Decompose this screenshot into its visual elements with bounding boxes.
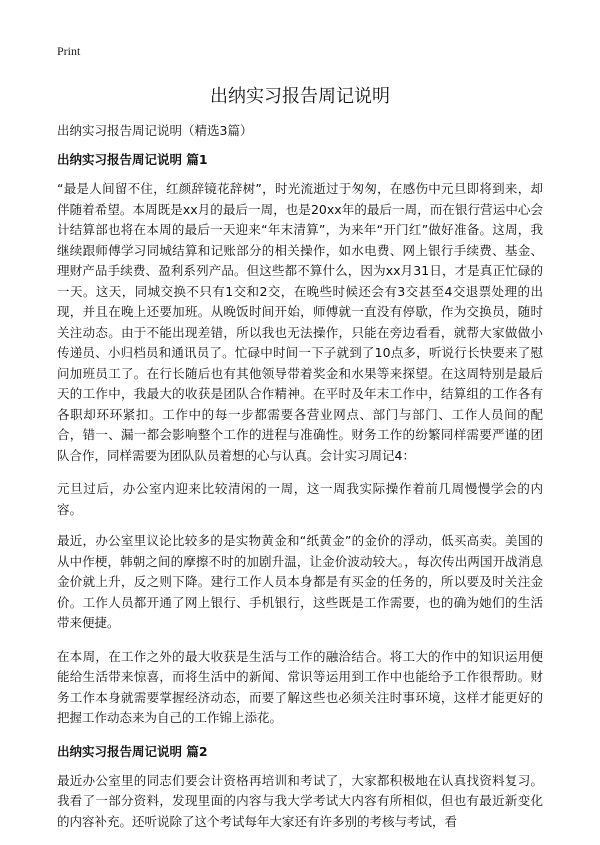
paragraph: 在本周，在工作之外的最大收获是生活与工作的融洽结合。将工大的作中的知识运用便能给生活带来惊喜，而将生活中的新闻、常识等运用到工作中也能给予工作很帮助。财务工作本身就需要掌握经济动态，而要了解这些也必须关注时事环境，这样才能更好的把握工作动态来为自己的工作锦上添花。 [57,648,543,725]
print-link[interactable]: Print [57,44,81,58]
paragraph: 最近办公室里的同志们要会计资格再培训和考试了，大家都积极地在认真找资料复习。我看了一部分资料，发现里面的内容与我大学考试大内容有所相似，但也有最近新变化的内容补充。还听说除了这个考试每年大家还有许多别的考核与考试，看 [57,772,543,829]
document-body [57,150,543,845]
paragraph: “最是人间留不住，红颜辞镜花辞树”，时光流逝过于匆匆，在感伤中元旦即将到来，却伴随着希望。本周既是xx月的最后一周，也是20xx年的最后一周，而在银行营运中心会计结算部也将在本周的最后一天迎来“年末清算”，为来年“开门红”做好准备。这周，我继续跟师傅学习同城结算和记账部分的相关操作，如水电费、网上银行手续费、基金、理财产品手续费、盈利系列产品。但这些都不算什么，因为xx月31日，才是真正忙碌的一天。这天，同城交换不只有1交和2交，在晚些时候还会有3交甚至4交退票处理的出现，并且在晚上还要加班。从晚饭时间开始，师傅就一直没有停歇，作为交换员，随时关注动态。由于不能出现差错，所以我也无法操作，只能在旁边看看，就帮大家做做小传递员、小归档员和通讯员了。忙碌中时间一下子就到了10点多，听说行长快要来了慰问加班员工了。在行长随后也有其他领导带着奖金和水果等来探望。在这周特别是最后天的工作中，我最大的收获是团队合作精神。在平时及年末工作中，结算组的工作各有各职却环环紧扣。工作中的每一步都需要各营业网点、部门与部门、工作人员间的配合，错一、漏一都会影响整个工作的进程与准确性。财务工作的纷繁同样需要严谨的团队合作，同样需要为团队队员着想的心与认真。会计实习周记4： [57,181,543,463]
section-heading-1: 出纳实习报告周记说明 篇1 [57,152,208,167]
paragraph: 最近，办公室里议论比较多的是实物黄金和“纸黄金”的金价的浮动，低买高卖。美国的从中作梗，韩朝之间的摩擦不时的加剧升温，让金价波动较大。，每次传出两国开战消息金价就上升，反之则下降。建行工作人员本身都是有买金的任务的，所以要及时关注金价。工作人员都开通了网上银行、手机银行，这些既是工作需要，也的确为她们的生活带来便捷。 [57,533,543,630]
document-subtitle: 出纳实习报告周记说明（精选3篇） [57,123,253,138]
section-heading-2: 出纳实习报告周记说明 篇2 [57,743,208,759]
paragraph: 元旦过后，办公室内迎来比较清闲的一周，这一周我实际操作着前几周慢慢学会的内容。 [57,481,543,517]
document-title: 出纳实习报告周记说明 [210,86,390,107]
